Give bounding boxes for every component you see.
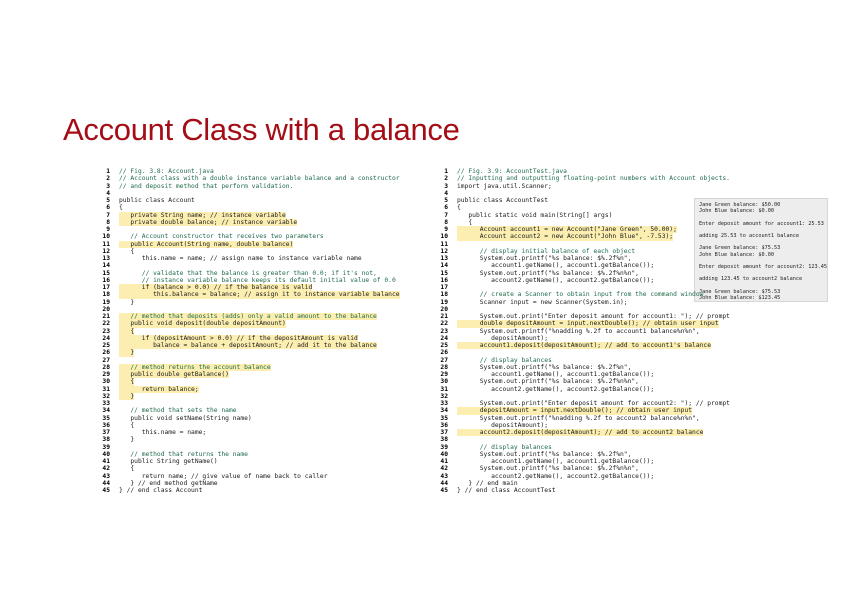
code-text: } // end class Account <box>119 487 203 494</box>
code-line <box>98 487 400 494</box>
line-number: 3 <box>444 182 448 190</box>
line-number: 9 <box>106 226 110 233</box>
line-number: 33 <box>102 400 110 407</box>
code-line <box>98 270 400 277</box>
code-text: System.out.printf("%s balance: $%.2f%n", <box>457 363 632 371</box>
code-text: return balance; <box>119 385 199 393</box>
line-number: 9 <box>444 226 448 233</box>
line-number: 2 <box>106 175 110 183</box>
code-text: public Account(String name, double balance) <box>119 240 294 248</box>
code-line <box>98 458 400 465</box>
code-line <box>98 349 400 356</box>
code-line <box>98 226 400 233</box>
code-text: public class AccountTest <box>457 197 548 204</box>
code-line <box>436 270 730 277</box>
line-number: 43 <box>440 472 448 480</box>
code-text: // Fig. 3.9: AccountTest.java <box>457 168 567 175</box>
line-number: 4 <box>106 189 110 197</box>
output-line: Enter deposit amount for account1: 25.53 <box>699 220 824 227</box>
code-line <box>436 349 730 356</box>
code-text: depositAmount); <box>457 334 548 342</box>
line-number: 24 <box>102 334 110 342</box>
line-number: 40 <box>102 450 110 458</box>
code-line <box>98 183 400 190</box>
line-number: 16 <box>440 276 448 284</box>
code-line <box>436 248 730 255</box>
line-number: 39 <box>102 443 110 451</box>
code-text: public class Account <box>119 197 195 204</box>
code-line <box>98 342 400 349</box>
code-text: account1.getName(), account1.getBalance()); <box>457 262 655 270</box>
line-number: 2 <box>444 175 448 183</box>
line-number: 43 <box>102 472 110 480</box>
code-line <box>98 277 400 284</box>
code-line <box>98 248 400 255</box>
code-text: { <box>457 218 473 226</box>
line-number: 26 <box>440 349 448 357</box>
line-number: 21 <box>102 313 110 320</box>
line-number: 18 <box>440 291 448 299</box>
line-number: 4 <box>444 189 448 197</box>
output-line: adding 123.45 to account2 balance <box>699 276 803 283</box>
code-line <box>436 175 730 182</box>
code-text: System.out.printf("%s balance: $%.2f%n%n", <box>457 465 639 473</box>
code-text: System.out.print("Enter deposit amount for account2: "); // prompt <box>457 400 730 407</box>
code-text: account2.deposit(depositAmount); // add to account2 balance <box>457 429 704 436</box>
line-number: 28 <box>440 363 448 371</box>
code-text: account1.getName(), account1.getBalance()); <box>457 458 655 465</box>
code-line <box>436 458 730 465</box>
line-number: 22 <box>440 320 448 328</box>
line-number: 41 <box>440 458 448 465</box>
code-text: double depositAmount = input.nextDouble(); // obtain user input <box>457 320 719 328</box>
code-text: // Fig. 3.8: Account.java <box>119 168 214 175</box>
code-text: // method returns the account balance <box>119 363 271 371</box>
line-number: 10 <box>102 233 110 241</box>
code-line <box>436 313 730 320</box>
line-number: 34 <box>102 407 110 415</box>
code-text: import java.util.Scanner; <box>457 182 552 190</box>
code-text: Scanner input = new Scanner(System.in); <box>457 298 628 306</box>
line-number: 25 <box>440 342 448 349</box>
code-line <box>436 342 730 349</box>
code-line <box>436 357 730 364</box>
output-line: John Blue balance: $0.00 <box>699 251 774 258</box>
code-line <box>98 212 400 219</box>
code-line <box>98 378 400 385</box>
line-number: 29 <box>440 371 448 378</box>
code-text: Account account2 = new Account("John Blue", -7.53); <box>457 233 674 241</box>
line-number: 23 <box>440 327 448 335</box>
code-line <box>436 400 730 407</box>
line-number: 29 <box>102 371 110 378</box>
code-line <box>436 219 730 226</box>
output-line: Jane Green balance: $75.53 <box>699 245 781 252</box>
code-line <box>98 219 400 226</box>
line-number: 35 <box>102 414 110 422</box>
code-line <box>436 233 730 240</box>
code-text: public static void main(String[] args) <box>457 211 613 219</box>
line-number: 20 <box>102 305 110 313</box>
code-text: } // end main <box>457 479 518 487</box>
code-text: { <box>119 465 135 473</box>
code-text: return name; // give value of name back to caller <box>119 472 328 480</box>
code-text: // display balances <box>457 443 552 451</box>
line-number: 44 <box>102 479 110 487</box>
code-text: } <box>119 392 135 400</box>
line-number: 39 <box>440 443 448 451</box>
code-line <box>98 320 400 327</box>
code-line <box>436 226 730 233</box>
line-number: 30 <box>102 378 110 386</box>
code-text: } // end method getName <box>119 479 218 487</box>
code-text: Account account1 = new Account("Jane Green", 50.00); <box>457 226 677 233</box>
line-number: 34 <box>440 407 448 415</box>
code-line <box>98 393 400 400</box>
line-number: 14 <box>102 262 110 270</box>
line-number: 24 <box>440 334 448 342</box>
code-text: // and deposit method that perform validation. <box>119 182 294 190</box>
code-line <box>436 190 730 197</box>
code-text: this.balance = balance; // assign it to instance variable balance <box>119 291 400 299</box>
line-number: 27 <box>440 356 448 364</box>
code-line <box>98 436 400 443</box>
code-text: System.out.printf("%s balance: $%.2f%n", <box>457 450 632 458</box>
code-line <box>436 212 730 219</box>
code-text: // method that returns the name <box>119 450 248 458</box>
code-line <box>436 407 730 414</box>
code-text: // validate that the balance is greater than 0.0; if it's not, <box>119 269 377 277</box>
account-test-java-listing <box>436 168 730 494</box>
code-text: account1.deposit(depositAmount); // add to account1's balance <box>457 342 712 349</box>
code-line <box>436 422 730 429</box>
code-line <box>98 168 400 175</box>
code-line <box>436 364 730 371</box>
line-number: 42 <box>102 465 110 473</box>
line-number: 6 <box>106 204 110 212</box>
line-number: 22 <box>102 320 110 328</box>
code-text: System.out.printf("%s balance: $%.2f%n%n", <box>457 269 639 277</box>
code-line <box>98 197 400 204</box>
code-line <box>436 371 730 378</box>
code-line <box>436 183 730 190</box>
code-text: System.out.printf("%s balance: $%.2f%n", <box>457 255 632 262</box>
line-number: 1 <box>444 168 448 175</box>
code-line <box>436 436 730 443</box>
code-text: { <box>119 421 135 429</box>
code-line <box>98 465 400 472</box>
line-number: 7 <box>444 211 448 219</box>
code-text: { <box>119 378 135 386</box>
line-number: 37 <box>102 429 110 436</box>
code-text: // Inputting and outputting floating-point numbers with Account objects. <box>457 175 730 183</box>
line-number: 28 <box>102 363 110 371</box>
line-number: 44 <box>440 479 448 487</box>
code-line <box>98 364 400 371</box>
slide-title: Account Class with a balance <box>63 112 460 147</box>
code-line <box>98 284 400 291</box>
code-line <box>436 320 730 327</box>
code-line <box>436 306 730 313</box>
code-text: // display initial balance of each object <box>457 247 636 255</box>
code-text: System.out.printf("%nadding %.2f to account1 balance%n%n", <box>457 327 700 335</box>
code-line <box>98 190 400 197</box>
line-number: 1 <box>106 168 110 175</box>
code-text: // method that deposits (adds) only a valid amount to the balance <box>119 313 377 320</box>
code-line <box>436 473 730 480</box>
line-number: 12 <box>102 247 110 255</box>
line-number: 11 <box>102 240 110 248</box>
code-line <box>436 429 730 436</box>
code-text: { <box>119 327 135 335</box>
line-number: 6 <box>444 204 448 212</box>
code-text: // display balances <box>457 356 552 364</box>
code-text: depositAmount); <box>457 421 548 429</box>
line-number: 30 <box>440 378 448 386</box>
line-number: 15 <box>102 269 110 277</box>
code-text: depositAmount = input.nextDouble(); // obtain user input <box>457 407 693 415</box>
account-java-listing <box>98 168 400 494</box>
line-number: 23 <box>102 327 110 335</box>
line-number: 17 <box>440 284 448 291</box>
code-text: // Account class with a double instance variable balance and a constructor <box>119 175 400 183</box>
code-line <box>98 262 400 269</box>
code-line <box>98 335 400 342</box>
code-line <box>98 415 400 422</box>
output-line: Enter deposit amount for account2: 123.45 <box>699 263 828 270</box>
line-number: 35 <box>440 414 448 422</box>
line-number: 21 <box>440 313 448 320</box>
code-line <box>98 429 400 436</box>
line-number: 19 <box>440 298 448 306</box>
code-text: } <box>119 349 135 357</box>
code-line <box>98 473 400 480</box>
line-number: 8 <box>444 218 448 226</box>
code-text: // create a Scanner to obtain input from the command window <box>457 291 704 299</box>
code-line <box>98 480 400 487</box>
code-line <box>98 313 400 320</box>
line-number: 25 <box>102 342 110 349</box>
code-line <box>98 451 400 458</box>
code-line <box>436 487 730 494</box>
code-line <box>436 480 730 487</box>
code-text: private double balance; // instance variable <box>119 218 298 226</box>
code-line <box>436 451 730 458</box>
code-line <box>98 386 400 393</box>
code-line <box>436 204 730 211</box>
code-line <box>98 306 400 313</box>
code-text: account1.getName(), account1.getBalance()); <box>457 371 655 378</box>
line-number: 3 <box>106 182 110 190</box>
code-text: // method that sets the name <box>119 407 237 415</box>
line-number: 13 <box>102 255 110 262</box>
code-line <box>436 262 730 269</box>
code-line <box>436 465 730 472</box>
line-number: 31 <box>440 385 448 393</box>
line-number: 13 <box>440 255 448 262</box>
code-line <box>98 291 400 298</box>
output-line: Jane Green balance: $50.00 <box>699 202 781 208</box>
code-text: public double getBalance() <box>119 371 229 378</box>
line-number: 42 <box>440 465 448 473</box>
code-text: public String getName() <box>119 458 218 465</box>
code-text: account2.getName(), account2.getBalance()); <box>457 276 655 284</box>
code-text: } <box>119 298 135 306</box>
line-number: 36 <box>440 421 448 429</box>
code-text: } <box>119 436 135 444</box>
line-number: 31 <box>102 385 110 393</box>
code-text: public void setName(String name) <box>119 414 252 422</box>
code-text: if (balance > 0.0) // if the balance is valid <box>119 284 313 291</box>
line-number: 27 <box>102 356 110 364</box>
code-line <box>436 291 730 298</box>
code-text: account2.getName(), account2.getBalance()); <box>457 472 655 480</box>
code-line <box>98 233 400 240</box>
line-number: 37 <box>440 429 448 436</box>
line-number: 45 <box>102 487 110 494</box>
code-line <box>436 393 730 400</box>
code-line <box>98 241 400 248</box>
code-text: System.out.print("Enter deposit amount for account1: "); // prompt <box>457 313 730 320</box>
line-number: 8 <box>106 218 110 226</box>
line-number: 36 <box>102 421 110 429</box>
line-number: 32 <box>102 392 110 400</box>
code-line <box>98 299 400 306</box>
line-number: 17 <box>102 284 110 291</box>
code-text: System.out.printf("%s balance: $%.2f%n%n", <box>457 378 639 386</box>
code-line <box>98 444 400 451</box>
code-line <box>98 422 400 429</box>
line-number: 5 <box>444 197 448 204</box>
line-number: 15 <box>440 269 448 277</box>
line-number: 33 <box>440 400 448 407</box>
code-line <box>436 255 730 262</box>
code-text: } // end class AccountTest <box>457 487 556 494</box>
code-line <box>436 299 730 306</box>
line-number: 38 <box>102 436 110 444</box>
line-number: 7 <box>106 211 110 219</box>
code-line <box>436 284 730 291</box>
line-number: 19 <box>102 298 110 306</box>
line-number: 41 <box>102 458 110 465</box>
output-line: John Blue balance: $0.00 <box>699 208 774 215</box>
code-text: private String name; // instance variable <box>119 211 286 219</box>
code-text: if (depositAmount > 0.0) // if the depositAmount is valid <box>119 334 358 342</box>
code-line <box>98 357 400 364</box>
output-line: John Blue balance: $123.45 <box>699 294 781 301</box>
code-line <box>436 277 730 284</box>
code-line <box>98 407 400 414</box>
line-number: 20 <box>440 305 448 313</box>
line-number: 11 <box>440 240 448 248</box>
code-text: { <box>457 204 461 212</box>
line-number: 12 <box>440 247 448 255</box>
code-text: account2.getName(), account2.getBalance()); <box>457 385 655 393</box>
code-line <box>436 168 730 175</box>
code-line <box>98 204 400 211</box>
output-line: Jane Green balance: $75.53 <box>699 288 781 295</box>
code-text: public void deposit(double depositAmount) <box>119 320 286 328</box>
code-line <box>98 400 400 407</box>
line-number: 40 <box>440 450 448 458</box>
line-number: 32 <box>440 392 448 400</box>
line-number: 26 <box>102 349 110 357</box>
line-number: 38 <box>440 436 448 444</box>
code-text: { <box>119 247 135 255</box>
code-text: { <box>119 204 123 212</box>
code-line <box>98 255 400 262</box>
line-number: 10 <box>440 233 448 241</box>
code-line <box>436 241 730 248</box>
code-text: balance = balance + depositAmount; // add it to the balance <box>119 342 377 349</box>
code-line <box>98 175 400 182</box>
code-text: this.name = name; // assign name to instance variable name <box>119 255 362 262</box>
code-line <box>436 415 730 422</box>
line-number: 14 <box>440 262 448 270</box>
code-line <box>98 328 400 335</box>
code-text: // Account constructor that receives two parameters <box>119 233 324 241</box>
code-text: this.name = name; <box>119 429 207 436</box>
line-number: 16 <box>102 276 110 284</box>
code-line <box>436 444 730 451</box>
code-line <box>436 386 730 393</box>
output-line: adding 25.53 to account1 balance <box>699 232 799 239</box>
code-line <box>436 378 730 385</box>
line-number: 5 <box>106 197 110 204</box>
code-line <box>436 328 730 335</box>
code-line <box>98 371 400 378</box>
code-text: System.out.printf("%nadding %.2f to account2 balance%n%n", <box>457 414 700 422</box>
line-number: 45 <box>440 487 448 494</box>
line-number: 18 <box>102 291 110 299</box>
code-text: // instance variable balance keeps its default initial value of 0.0 <box>119 276 396 284</box>
code-line <box>436 335 730 342</box>
code-line <box>436 197 730 204</box>
